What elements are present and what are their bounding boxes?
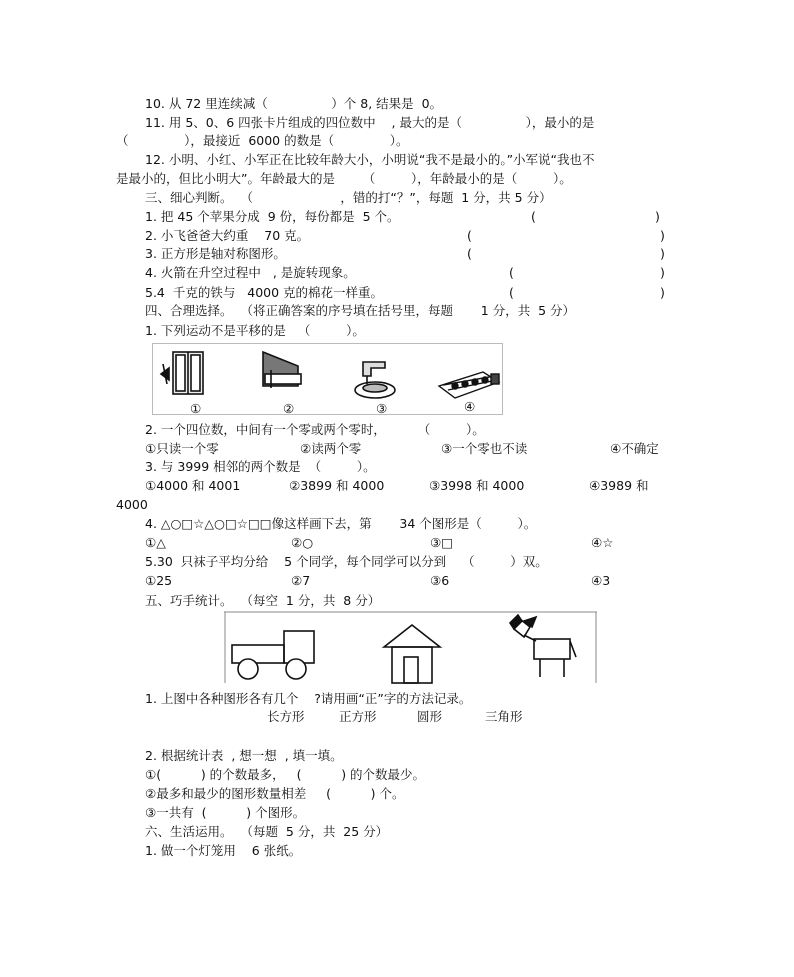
stat-header-square: 正方形 — [339, 709, 377, 724]
judge-bracket-open[interactable]: ( — [509, 285, 514, 300]
option[interactable]: ①4000 和 4001 — [145, 478, 241, 493]
choice-question-2: 2. 一个四位数，中间有一个零或两个零时， （ ）。 — [145, 422, 485, 437]
judge-bracket-close: ) — [660, 285, 665, 300]
judge-item-4: 4. 火箭在升空过程中 , 是旋转现象。 — [145, 265, 356, 280]
motion-label-2: ② — [283, 401, 295, 416]
choice-question-4: 4. △○□☆△○□☆□□像这样画下去，第 34 个图形是（ ）。 — [145, 516, 537, 531]
stat-question-2a: ①( ) 的个数最多， ( ) 的个数最少。 — [145, 767, 426, 782]
choice-question-1: 1. 下列运动不是平移的是 （ ）。 — [145, 323, 365, 338]
question-12-line1: 12. 小明、小红、小军正在比较年龄大小，小明说“我不是最小的。”小军说“我也不 — [145, 152, 595, 167]
option[interactable]: ④3989 和 — [589, 478, 649, 493]
section-6-title: 六、生活运用。 （每题 5 分，共 25 分） — [145, 824, 389, 839]
motion-label-4: ④ — [464, 399, 476, 414]
judge-item-1: 1. 把 45 个苹果分成 9 份，每份都是 5 个。 — [145, 209, 400, 224]
stat-question-1: 1. 上图中各种图形各有几个 ?请用画“正”字的方法记录。 — [145, 691, 472, 706]
option[interactable]: ①25 — [145, 573, 173, 588]
judge-item-2: 2. 小飞爸爸大约重 70 克。 — [145, 228, 310, 243]
house-drawing — [384, 625, 440, 683]
stat-question-2: 2. 根据统计表 , 想一想 , 填一填。 — [145, 748, 343, 763]
hatch-icon — [263, 352, 301, 388]
animal-drawing — [510, 615, 576, 677]
judge-bracket-open[interactable]: ( — [531, 209, 536, 224]
judge-item-3: 3. 正方形是轴对称图形。 — [145, 246, 286, 261]
judge-bracket-close: ) — [660, 246, 665, 261]
choice-question-5: 5.30 只袜子平均分给 5 个同学，每个同学可以分到 （ ）双。 — [145, 554, 548, 569]
truck-drawing — [232, 631, 314, 679]
option[interactable]: ④不确定 — [610, 441, 659, 456]
judge-bracket-open[interactable]: ( — [467, 228, 472, 243]
judge-bracket-close: ) — [655, 209, 660, 224]
option[interactable]: ③3998 和 4000 — [429, 478, 525, 493]
stat-question-2b: ②最多和最少的图形数量相差 ( ) 个。 — [145, 786, 405, 801]
option[interactable]: ③6 — [430, 573, 450, 588]
shapes-figure — [224, 611, 597, 685]
judge-item-5: 5.4 千克的铁与 4000 克的棉花一样重。 — [145, 285, 384, 300]
life-question-1: 1. 做一个灯笼用 6 张纸。 — [145, 843, 302, 858]
judge-bracket-open[interactable]: ( — [467, 246, 472, 261]
motion-figure — [152, 343, 503, 415]
choice-question-3: 3. 与 3999 相邻的两个数是 （ ）。 — [145, 459, 376, 474]
option[interactable]: ①△ — [145, 535, 166, 550]
option[interactable]: ②7 — [291, 573, 311, 588]
question-11-line2: （ ），最接近 6000 的数是（ ）。 — [116, 133, 409, 148]
option[interactable]: ②○ — [291, 535, 314, 550]
motion-label-1: ① — [190, 401, 202, 416]
stat-header-triangle: 三角形 — [485, 709, 523, 724]
option[interactable]: ①只读一个零 — [145, 441, 219, 456]
option[interactable]: ④3 — [591, 573, 611, 588]
option[interactable]: ②3899 和 4000 — [289, 478, 385, 493]
option-wrap: 4000 — [116, 497, 148, 512]
judge-bracket-close: ) — [660, 265, 665, 280]
question-12-line2: 是最小的，但比小明大”。年龄最大的是 （ ），年龄最小的是（ ）。 — [116, 171, 572, 186]
stat-question-2c: ③一共有 ( ) 个图形。 — [145, 805, 306, 820]
stat-header-circle: 圆形 — [417, 709, 443, 724]
judge-bracket-close: ) — [660, 228, 665, 243]
section-4-title: 四、合理选择。 （将正确答案的序号填在括号里，每题 1 分，共 5 分） — [145, 303, 576, 318]
section-3-title: 三、细心判断。 （ ，错的打“？”，每题 1 分，共 5 分） — [145, 190, 552, 205]
question-10: 10. 从 72 里连续减（ ）个 8, 结果是 0。 — [145, 96, 443, 111]
section-5-title: 五、巧手统计。 （每空 1 分，共 8 分） — [145, 593, 381, 608]
option[interactable]: ③一个零也不读 — [441, 441, 528, 456]
motion-label-3: ③ — [376, 401, 388, 416]
faucet-icon — [355, 362, 395, 398]
abacus-icon — [439, 372, 499, 398]
option[interactable]: ④☆ — [591, 535, 614, 550]
judge-bracket-open[interactable]: ( — [509, 265, 514, 280]
option[interactable]: ③□ — [430, 535, 454, 550]
stat-header-rectangle: 长方形 — [267, 709, 305, 724]
window-icon — [161, 352, 203, 394]
question-11-line1: 11. 用 5、0、6 四张卡片组成的四位数中 , 最大的是（ ），最小的是 — [145, 115, 595, 130]
option[interactable]: ②读两个零 — [300, 441, 362, 456]
